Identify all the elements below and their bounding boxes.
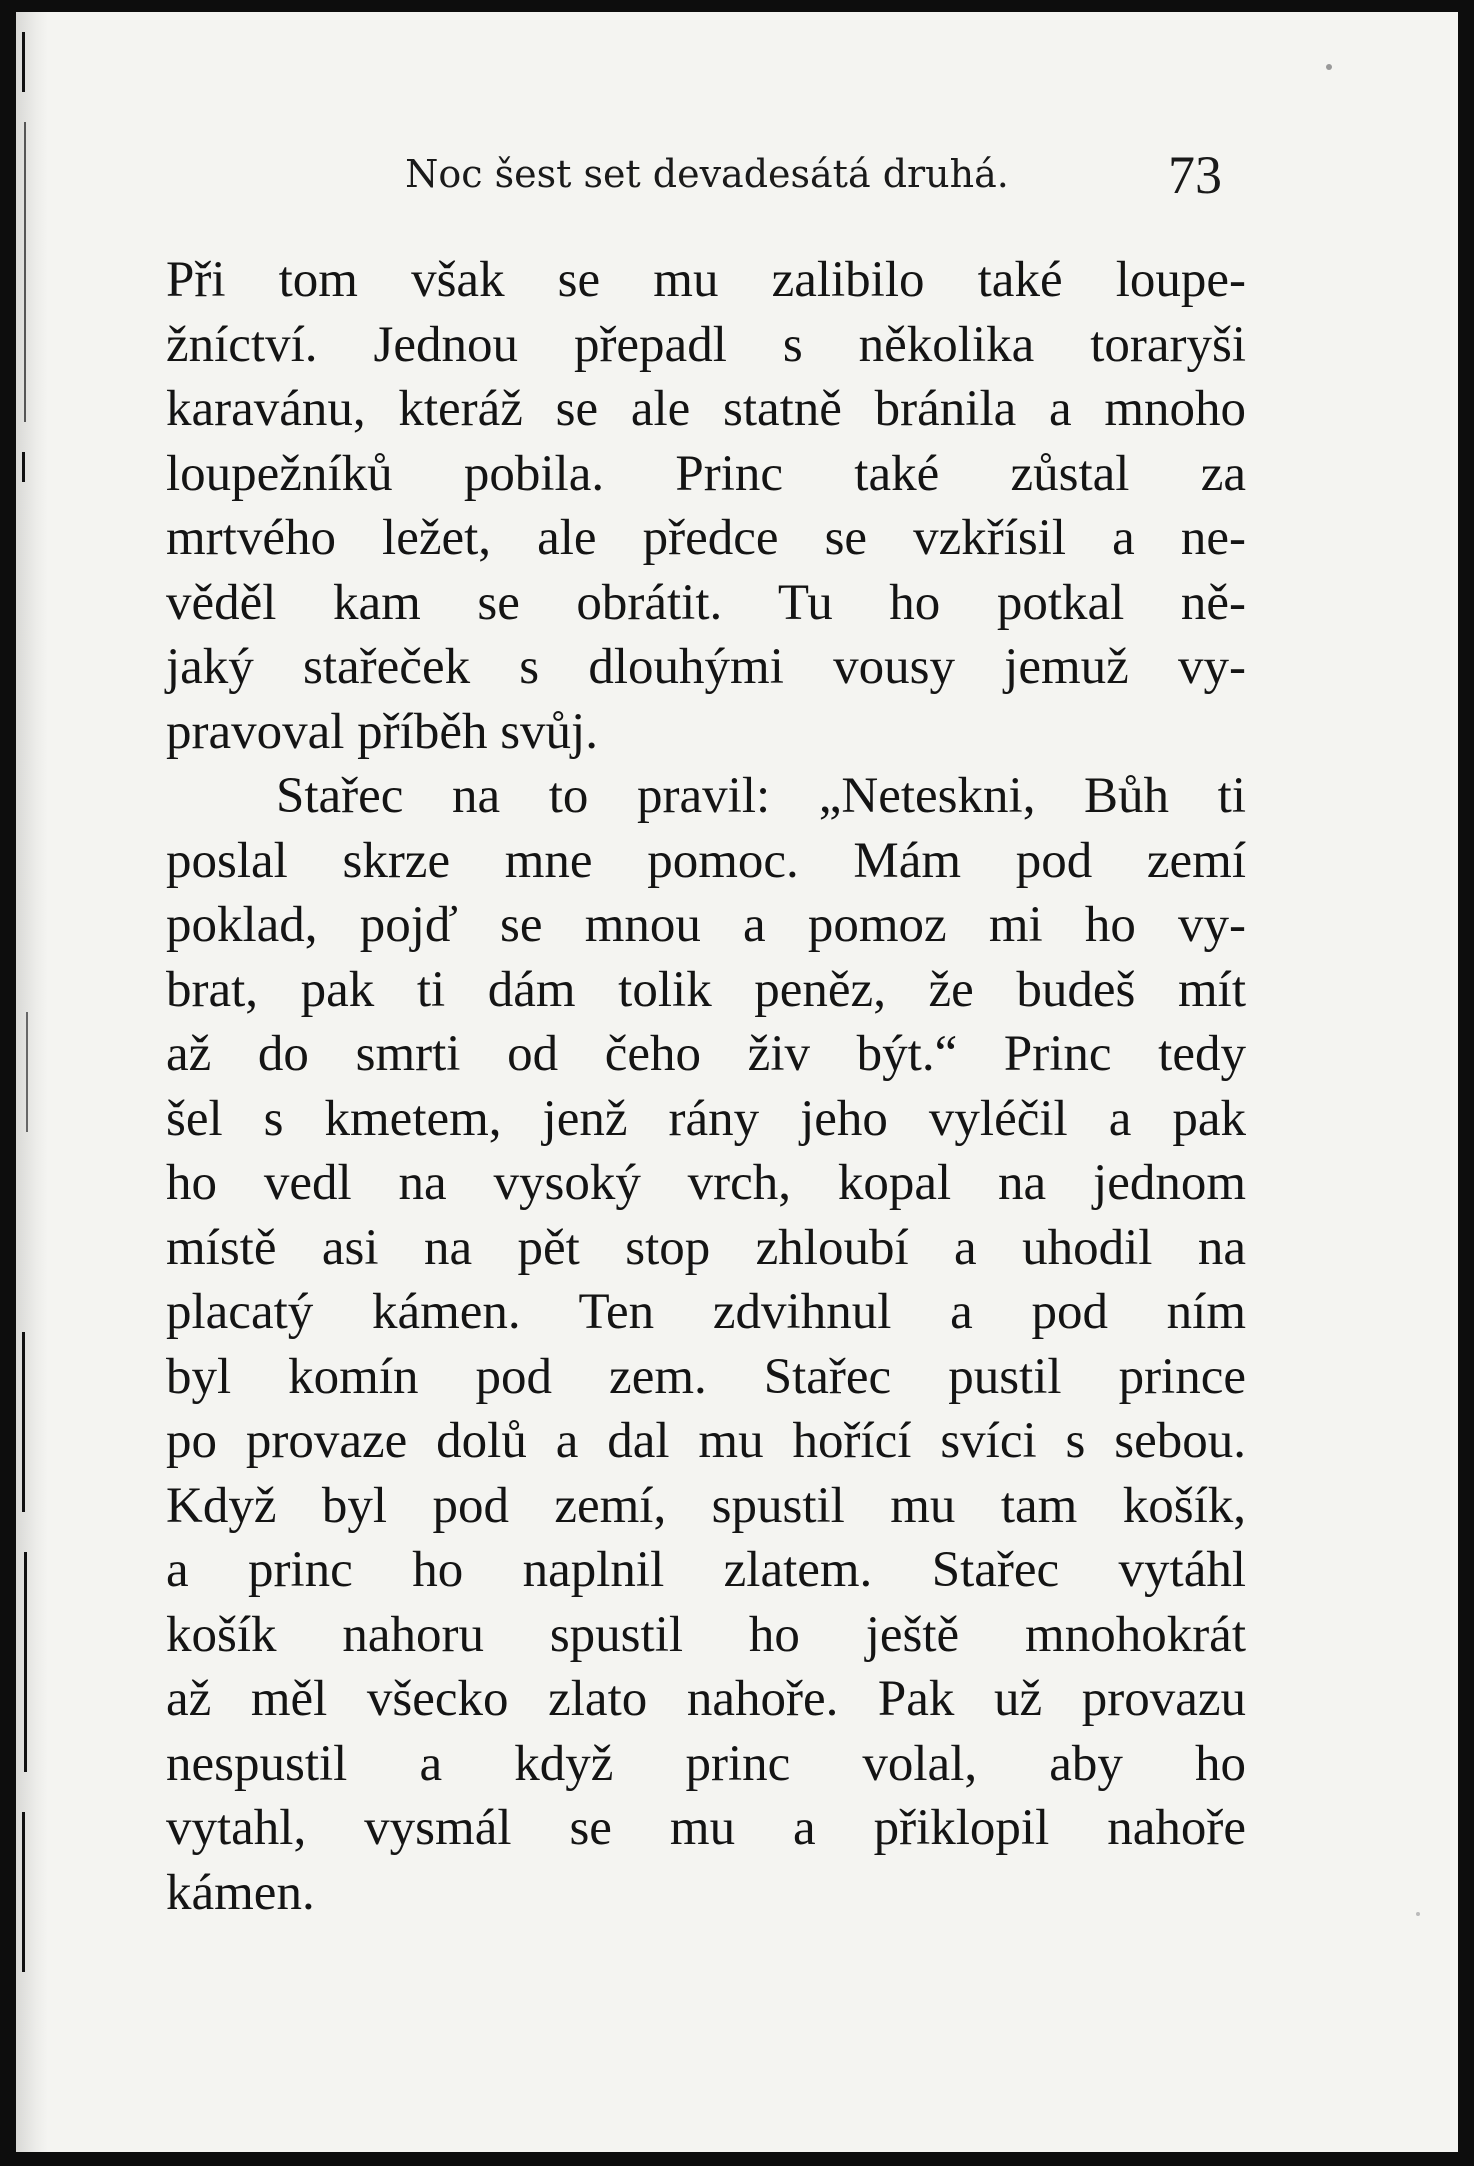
page-binding-edge [16, 12, 48, 2152]
text-line: až měl všecko zlato nahoře. Pak už provazu [166, 1671, 1246, 1727]
text-line: vytahl, vysmál se mu a přiklopil nahoře [166, 1800, 1246, 1856]
text-line: košík nahoru spustil ho ještě mnohokrát [166, 1606, 1246, 1663]
text-line: Stařec na to pravil: „Neteskni, Bůh ti [276, 768, 1246, 824]
running-title: Noc šest set devadesátá druhá. [405, 152, 1009, 196]
text-line: brat, pak ti dám tolik peněz, že budeš mít [166, 961, 1246, 1018]
text-line: karavánu, kteráž se ale statně bránila a mnoho [166, 381, 1246, 437]
text-line: kámen. [166, 1864, 315, 1921]
text-line: až do smrti od čeho živ být.“ Princ tedy [166, 1026, 1246, 1082]
text-line: žníctví. Jednou přepadl s několika toraryši [166, 316, 1246, 373]
text-line: a princ ho naplnil zlatem. Stařec vytáhl [166, 1542, 1246, 1598]
book-page [16, 12, 1458, 2152]
text-line: poslal skrze mne pomoc. Mám pod zemí [166, 832, 1246, 889]
text-line: Když byl pod zemí, spustil mu tam košík, [166, 1477, 1246, 1534]
text-line: pravoval příběh svůj. [166, 703, 598, 760]
text-line: ho vedl na vysoký vrch, kopal na jednom [166, 1155, 1246, 1211]
text-line: placatý kámen. Ten zdvihnul a pod ním [166, 1284, 1246, 1340]
text-line: poklad, pojď se mnou a pomoz mi ho vy- [166, 897, 1246, 953]
text-line: nespustil a když princ volal, aby ho [166, 1735, 1246, 1792]
text-line: jaký stařeček s dlouhými vousy jemuž vy- [166, 639, 1246, 695]
text-line: mrtvého ležet, ale předce se vzkřísil a ne- [166, 510, 1246, 566]
text-line: loupežníků pobila. Princ také zůstal za [166, 445, 1246, 502]
text-line: Při tom však se mu zalibilo také loupe- [166, 252, 1246, 308]
text-line: věděl kam se obrátit. Tu ho potkal ně- [166, 574, 1246, 631]
body-text [166, 248, 1246, 1925]
text-line: šel s kmetem, jenž rány jeho vyléčil a pak [166, 1090, 1246, 1147]
page-number: 73 [1168, 145, 1222, 205]
text-line: byl komín pod zem. Stařec pustil prince [166, 1348, 1246, 1405]
text-line: místě asi na pět stop zhloubí a uhodil na [166, 1219, 1246, 1276]
text-line: po provaze dolů a dal mu hořící svíci s sebou. [166, 1413, 1246, 1469]
